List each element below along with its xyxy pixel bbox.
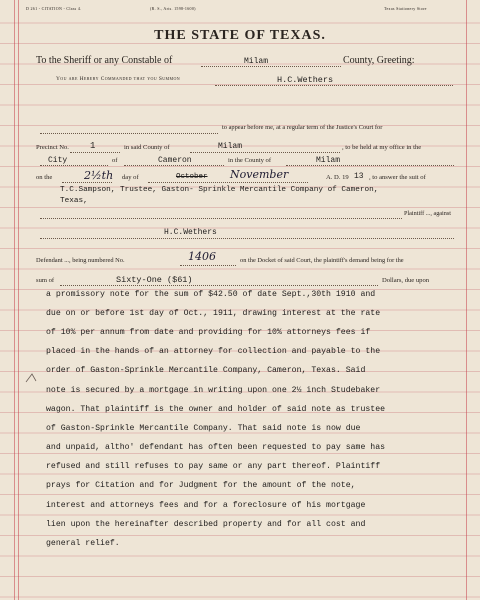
answer-suit-text: , to answer the suit of xyxy=(369,174,426,181)
body-line: prays for Citation and for Judgment for the amount of the note, xyxy=(46,481,356,490)
office-text: , to be held at my office in the xyxy=(342,144,422,151)
of-label: of xyxy=(112,157,118,164)
sum-amount: Sixty-One ($61) xyxy=(116,275,193,285)
form-code: D 261 - CITATION - Class 4. xyxy=(26,6,82,11)
sheriff-suffix: County, Greeting: xyxy=(343,55,415,66)
rule xyxy=(180,265,236,266)
summoned-name: H.C.Wethers xyxy=(277,75,334,85)
body-line: general relief. xyxy=(46,539,120,548)
margin-rule-left-inner xyxy=(18,0,19,600)
precinct-label: Precinct No. xyxy=(36,144,69,151)
body-line: a promissory note for the sum of $42.50 of date Sept.,30th 1910 and xyxy=(46,290,376,299)
city-county: Milam xyxy=(316,156,341,165)
rule xyxy=(40,218,402,219)
month-struck: October xyxy=(176,173,208,181)
rule xyxy=(40,238,454,239)
plaintiff-line-2: Texas, xyxy=(60,197,88,205)
rule xyxy=(215,85,453,86)
rule xyxy=(190,152,340,153)
sum-label: sum of xyxy=(36,277,55,284)
precinct-number: 1 xyxy=(90,141,96,151)
sheriff-prefix: To the Sheriff or any Constable of xyxy=(36,55,173,66)
pencil-mark-icon xyxy=(24,372,38,384)
rule xyxy=(70,152,120,153)
rule xyxy=(40,133,218,134)
sheriff-county: Milam xyxy=(244,57,269,66)
body-line: placed in the hands of an attorney for collection and payable to the xyxy=(46,347,381,356)
body-line: lien upon the hereinafter described property and for all cost and xyxy=(46,520,366,529)
on-the-label: on the xyxy=(36,174,53,181)
rule xyxy=(124,165,224,166)
appear-text: to appear before me, at a regular term of the Justice's Court for xyxy=(222,124,383,131)
ad-label: A. D. 19 xyxy=(326,174,349,181)
publisher: Texas Stationery Store xyxy=(384,6,427,11)
body-line: order of Gaston-Sprinkle Mercantile Company, Cameron, Texas. Said xyxy=(46,366,366,375)
rule xyxy=(40,165,108,166)
docket-suffix: on the Docket of said Court, the plaintiff's demand being for the xyxy=(240,257,404,264)
day-handwritten: 2½th xyxy=(84,169,114,182)
county-label: in said County of xyxy=(124,144,170,151)
docket-number: 1406 xyxy=(188,250,216,263)
city-name: Cameron xyxy=(158,156,192,165)
body-line: due on or before 1st day of Oct., 1911, drawing interest at the rate xyxy=(46,309,381,318)
plaintiff-label: Plaintiff ..., against xyxy=(404,210,451,217)
precinct-county: Milam xyxy=(218,142,243,151)
rule xyxy=(201,66,341,67)
rule xyxy=(148,182,308,183)
body-line: refused and still refuses to pay same or any part thereof. Plaintiff xyxy=(46,462,381,471)
docket-prefix: Defendant ..., being numbered No. xyxy=(36,257,125,264)
day-of-label: day of xyxy=(122,174,139,181)
defendant-name: H.C.Wethers xyxy=(164,228,217,237)
rule xyxy=(62,182,112,183)
body-line: of Gaston-Sprinkle Mercantile Company. That said note is now due xyxy=(46,424,361,433)
year: 13 xyxy=(354,172,364,181)
rule xyxy=(286,165,454,166)
margin-rule-left xyxy=(14,0,15,600)
statute-reference: (R. S., Arts. 1598-1600) xyxy=(150,6,196,11)
body-line: of 10% per annum from date and providing for 10% attorneys fees if xyxy=(46,328,371,337)
month-handwritten: November xyxy=(230,168,289,181)
body-line: interest and attorneys fees and for a foreclosure of his mortgage xyxy=(46,501,366,510)
sum-suffix: Dollars, due upon xyxy=(382,277,430,284)
place-type: City xyxy=(48,156,68,165)
document-title: THE STATE OF TEXAS. xyxy=(154,28,326,43)
summon-prefix: You are Hereby Commanded that you Summon xyxy=(56,76,181,82)
body-line: and unpaid, altho' defendant has often been requested to pay same has xyxy=(46,443,386,452)
margin-rule-right xyxy=(466,0,467,600)
rule xyxy=(60,285,378,286)
body-line: note is secured by a mortgage in writing upon one 2½ inch Studebaker xyxy=(46,386,381,395)
plaintiff-line-1: T.C.Sampson, Trustee, Gaston- Sprinkle Mercantile Company of Cameron, xyxy=(60,186,379,194)
county-of-label: in the County of xyxy=(228,157,272,164)
body-line: wagon. That plaintiff is the owner and holder of said note as trustee xyxy=(46,405,386,414)
